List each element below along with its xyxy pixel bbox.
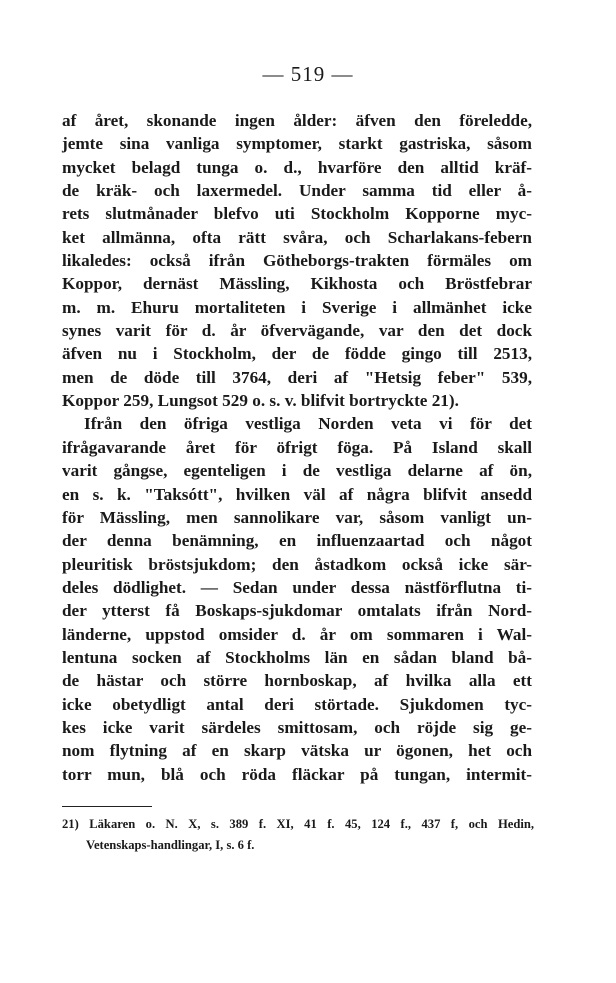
- text-line: jemte sina vanliga symptomer, starkt gastriska, såsom: [62, 134, 532, 154]
- text-line: lentuna socken af Stockholms län en sådan bland bå-: [62, 647, 532, 667]
- text-line: icke obetydligt antal deri störtade. Sjukdomen tyc-: [62, 694, 532, 714]
- footnote: [62, 814, 534, 856]
- text-line: der denna benämning, en influenzaartad och något: [62, 531, 532, 551]
- text-line: en s. k. "Taksótt", hvilken väl af några blifvit ansedd: [62, 484, 532, 504]
- text-line: pleuritisk bröstsjukdom; den åstadkom också icke sär-: [62, 554, 532, 574]
- text-line: rets slutmånader blefvo uti Stockholm Kopporne myc-: [62, 204, 532, 224]
- text-line: der ytterst få Boskaps-sjukdomar omtalats ifrån Nord-: [62, 601, 532, 621]
- main-text: [62, 109, 532, 786]
- text-line: likaledes: också ifrån Götheborgs-trakten förmäles om: [62, 251, 532, 271]
- text-line: nom flytning af en skarp vätska ur ögonen, het och: [62, 741, 532, 761]
- text-line: Koppor, dernäst Mässling, Kikhosta och Bröstfebrar: [62, 274, 532, 294]
- text-line: Koppor 259, Lungsot 529 o. s. v. blifvit bortryckte 21).: [62, 391, 459, 411]
- page-number: — 519 —: [262, 62, 354, 86]
- footnote-divider: [62, 806, 152, 807]
- text-line: deles dödlighet. — Sedan under dessa nästförflutna ti-: [62, 577, 532, 597]
- text-line: m. m. Ehuru mortaliteten i Sverige i allmänhet icke: [62, 297, 532, 317]
- text-line: varit gångse, egenteligen i de vestliga delarne af ön,: [62, 461, 532, 481]
- text-line: för Mässling, men sannolikare var, såsom vanligt un-: [62, 507, 532, 527]
- text-line: torr mun, blå och röda fläckar på tungan, intermit-: [62, 764, 532, 784]
- text-line: af året, skonande ingen ålder: äfven den föreledde,: [62, 111, 532, 130]
- text-line: länderne, uppstod omsider d. år om sommaren i Wal-: [62, 624, 532, 644]
- text-line: men de döde till 3764, deri af "Hetsig feber" 539,: [62, 367, 532, 387]
- text-line: ket allmänna, ofta rätt svåra, och Scharlakans-febern: [62, 227, 532, 247]
- text-line: ifrågavarande året för öfrigt föga. På Island skall: [62, 437, 532, 457]
- text-line: Ifrån den öfriga vestliga Norden veta vi för det: [84, 414, 532, 434]
- footnote-line: Vetenskaps-handlingar, I, s. 6 f.: [86, 838, 255, 852]
- text-line: synes varit för d. år öfvervägande, var den det dock: [62, 321, 532, 341]
- text-line: de kräk- och laxermedel. Under samma tid eller å-: [62, 181, 532, 201]
- text-line: äfven nu i Stockholm, der de födde gingo till 2513,: [62, 344, 532, 364]
- footnote-line: 21) Läkaren o. N. X, s. 389 f. XI, 41 f. 45, 124 f., 437 f, och Hedin,: [62, 817, 534, 831]
- text-line: mycket belagd tunga o. d., hvarföre den alltid kräf-: [62, 157, 532, 177]
- text-line: de hästar och större hornboskap, af hvilka alla ett: [62, 671, 532, 691]
- text-line: kes icke varit särdeles smittosam, och röjde sig ge-: [62, 717, 532, 737]
